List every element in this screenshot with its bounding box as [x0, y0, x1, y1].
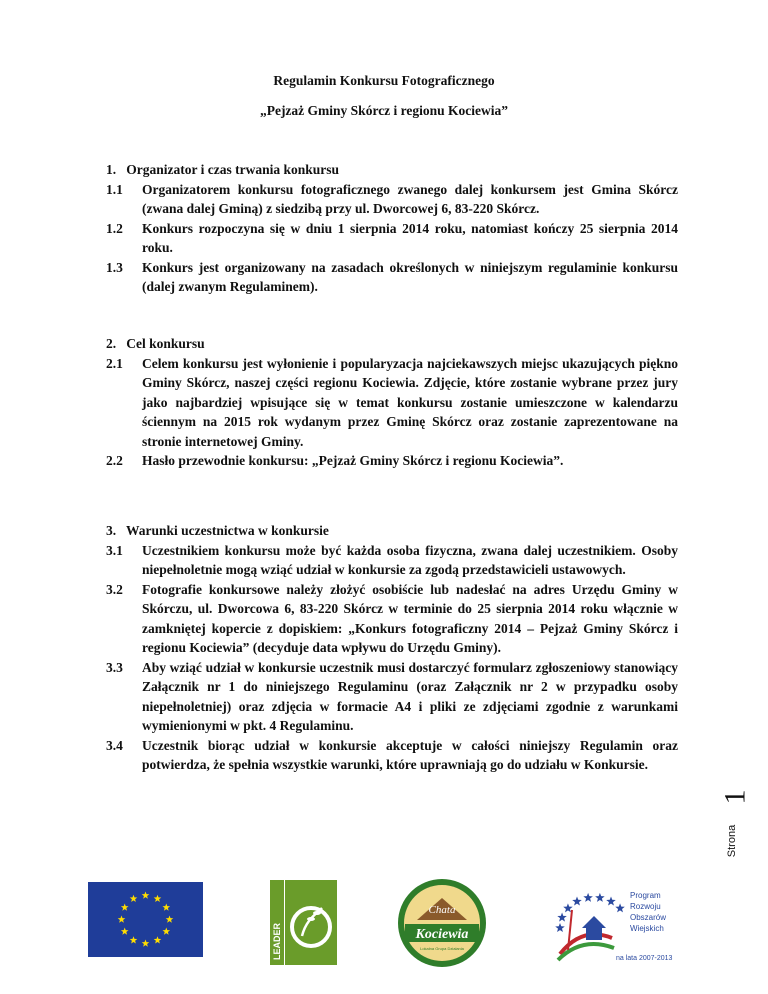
chata-main-text: Kociewia	[415, 927, 469, 942]
leader-text: LEADER	[272, 922, 282, 960]
item-number: 3.3	[106, 659, 123, 675]
section-3	[106, 521, 678, 775]
item-number: 3.1	[106, 542, 123, 558]
item-number: 2.2	[106, 453, 123, 468]
item-number: 1.3	[106, 259, 123, 275]
item-text: Konkurs jest organizowany na zasadach określonych w niniejszym regulaminie konkursu (dalej zwanym Regulaminem).	[142, 259, 678, 294]
item-number: 3.2	[106, 581, 123, 597]
prow-line-2: Rozwoju	[630, 902, 661, 911]
list-item	[106, 354, 678, 452]
page-number: 1	[718, 789, 752, 805]
item-text: Uczestnikiem konkursu może być każda osoba fizyczna, zwana dalej uczestnikiem. Osoby niepełnoletnie mogą wziąć udział w konkursie za zgodą przedstawicieli ustawowych.	[142, 542, 678, 577]
leader-leaf-1	[313, 911, 321, 915]
item-number: 1.2	[106, 220, 123, 236]
chata-kociewia-logo	[397, 878, 487, 968]
star-icon	[572, 897, 582, 906]
prow-house-roof	[582, 916, 606, 928]
leader-logo	[270, 880, 337, 965]
eu-flag-logo	[88, 882, 203, 957]
section-heading	[106, 160, 678, 180]
star-icon	[555, 923, 565, 932]
list-item	[106, 658, 678, 736]
list-item	[106, 580, 678, 658]
section-heading	[106, 521, 678, 541]
item-text: Uczestnik biorąc udział w konkursie akceptuje w całości niniejszy Regulamin oraz potwierdza, że spełnia wszystkie warunki, które uprawniają go do udziału w Konkursie.	[142, 737, 678, 772]
list-item	[106, 219, 678, 258]
item-number: 3.4	[106, 737, 123, 753]
item-text: Konkurs rozpoczyna się w dniu 1 sierpnia 2014 roku, natomiast kończy 25 sierpnia 2014 roku.	[142, 220, 678, 255]
section-2	[106, 334, 678, 471]
item-text: Organizatorem konkursu fotograficznego zwanego dalej konkursem jest Gmina Skórcz (zwana dalej Gminą) z siedzibą przy ul. Dworcowej 6, 83-220 Skórcz.	[142, 181, 678, 216]
document-subtitle: „Pejzaż Gminy Skórcz i regionu Kociewia”	[259, 103, 509, 118]
section-heading-text: Cel konkursu	[126, 336, 205, 351]
chata-top-text: Chata	[428, 904, 456, 916]
section-heading-number: 2.	[106, 336, 117, 351]
list-item	[106, 180, 678, 219]
list-item	[106, 258, 678, 297]
item-text: Celem konkursu jest wyłonienie i popularyzacja najciekawszych miejsc ukazujących piękno Gminy Skórcz, naszej części regionu Kociewia. Zdjęcie, które zostanie wybrane przez jury jako najbardziej wpisujące się w temat konkursu zostanie umieszczone w kalendarzu ściennym na 2015 rok wydanym przez Gminę Skórcz oraz zostanie zaprezentowane na stronie internetowej Gminy.	[142, 355, 678, 449]
prow-house-body	[586, 928, 602, 940]
page-number-footer	[718, 780, 752, 870]
prow-years: na lata 2007-2013	[616, 955, 673, 962]
star-icon	[583, 893, 593, 902]
prow-line-1: Program	[630, 891, 661, 900]
star-icon	[557, 913, 567, 922]
page-label: Strona	[726, 824, 738, 858]
section-heading-text: Organizator i czas trwania konkursu	[126, 162, 340, 177]
star-icon	[615, 903, 625, 912]
star-icon	[595, 893, 605, 902]
list-item	[106, 451, 678, 471]
document-title: Regulamin Konkursu Fotograficznego	[273, 73, 495, 88]
prow-logo	[532, 876, 692, 972]
item-number: 1.1	[106, 181, 123, 197]
prow-line-3: Obszarów	[630, 913, 667, 922]
chata-small-text: Lokalna Grupa Działania	[420, 946, 464, 951]
section-heading	[106, 334, 678, 354]
section-1	[106, 160, 678, 297]
item-number: 2.1	[106, 355, 123, 371]
section-heading-number: 3.	[106, 523, 117, 538]
list-item	[106, 541, 678, 580]
leader-leaf-2	[307, 917, 315, 921]
section-heading-number: 1.	[106, 162, 117, 177]
prow-line-4: Wiejskich	[630, 924, 664, 933]
star-icon	[606, 897, 616, 906]
section-heading-text: Warunki uczestnictwa w konkursie	[126, 523, 329, 538]
list-item	[106, 736, 678, 775]
item-text: Hasło przewodnie konkursu: „Pejzaż Gminy Skórcz i regionu Kociewia”.	[142, 453, 564, 468]
item-text: Fotografie konkursowe należy złożyć osobiście lub nadesłać na adres Urzędu Gminy w Skórczu, ul. Dworcowa 6, 83-220 Skórcz w terminie do 25 sierpnia 2014 roku włącznie w zamkniętej kopercie z dopiskiem: „Konkurs fotograficzny 2014 – Pejzaż Gminy Skórcz i regionu Kociewia” (decyduje data wpływu do Urzędu Gminy).	[142, 581, 678, 655]
item-text: Aby wziąć udział w konkursie uczestnik musi dostarczyć formularz zgłoszeniowy stanowiący Załącznik nr 1 do niniejszego Regulaminu (oraz Załącznik nr 2 w przypadku osoby niepełnoletniej) oraz zdjęcia w formacie A4 i pliki ze zdjęciami zgodnie z warunkami wymienionymi w pkt. 4 Regulaminu.	[142, 659, 678, 733]
